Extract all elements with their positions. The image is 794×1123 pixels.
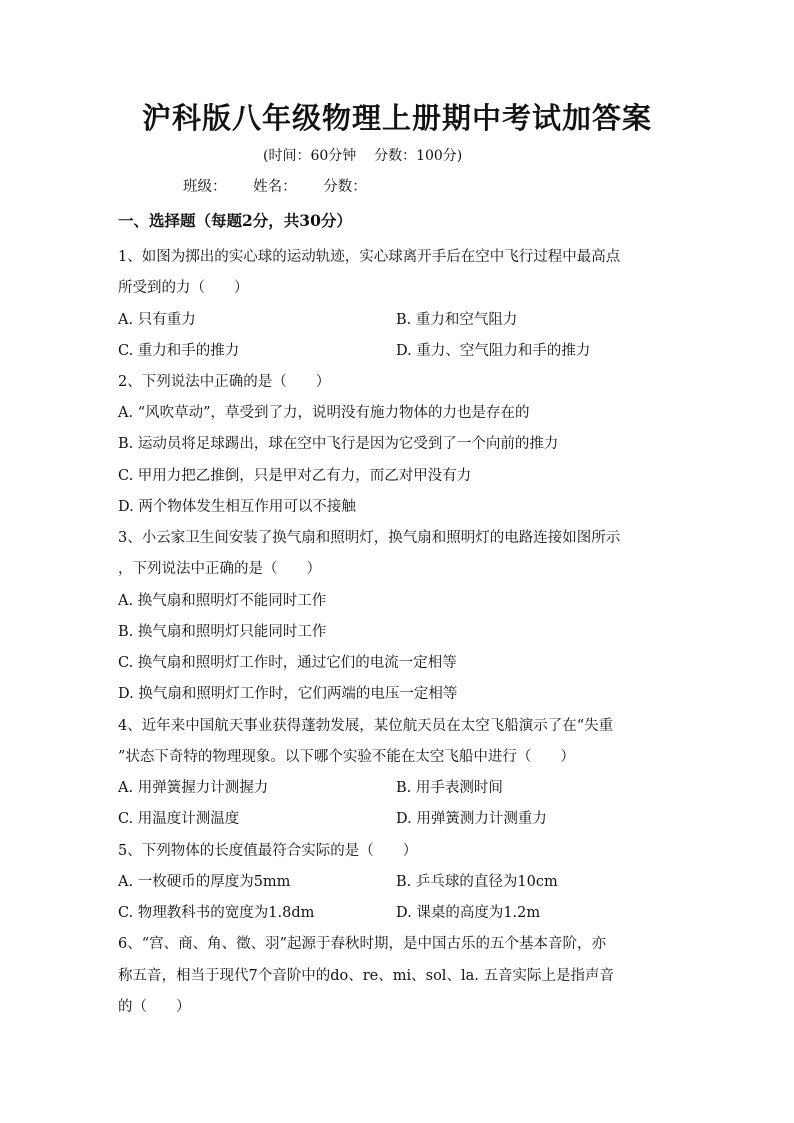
question-2-option-d: D. 两个物体发生相互作用可以不接触 — [118, 499, 356, 515]
question-5-option-d: D. 课桌的高度为1.2m — [396, 905, 541, 921]
question-1-option-c: C. 重力和手的推力 — [118, 343, 240, 359]
question-4-option-a: A. 用弹簧握力计测握力 — [118, 780, 269, 796]
question-4-option-d: D. 用弹簧测力计测重力 — [396, 811, 547, 827]
score-label: 分数： — [323, 179, 367, 195]
section-heading: 一、选择题（每题2分，共30分） — [118, 211, 352, 230]
question-3-option-d: D. 换气扇和照明灯工作时，它们两端的电压一定相等 — [118, 686, 458, 702]
student-info-row — [183, 175, 389, 196]
question-2-option-c: C. 甲用力把乙推倒，只是甲对乙有力，而乙对甲没有力 — [118, 468, 472, 484]
question-1-option-b: B. 重力和空气阻力 — [396, 312, 518, 328]
question-5-option-c: C. 物理教科书的宽度为1.8dm — [118, 905, 315, 921]
exam-time-and-score: (时间：60分钟 分数：100分) — [263, 148, 463, 164]
question-1-option-a: A. 只有重力 — [118, 312, 196, 328]
question-4-option-c: C. 用温度计测温度 — [118, 811, 240, 827]
name-label: 姓名： — [253, 179, 297, 195]
question-2-stem: 2、下列说法中正确的是（ ） — [118, 374, 331, 390]
question-4-stem-line-2: ”状态下奇特的物理现象。以下哪个实验不能在太空飞船中进行（ ） — [118, 749, 575, 765]
question-5-stem: 5、下列物体的长度值最符合实际的是（ ） — [118, 843, 418, 859]
class-label: 班级： — [183, 179, 227, 195]
question-3-stem-line-1: 3、小云家卫生间安装了换气扇和照明灯，换气扇和照明灯的电路连接如图所示 — [118, 530, 621, 546]
question-2-option-b: B. 运动员将足球踢出，球在空中飞行是因为它受到了一个向前的推力 — [118, 436, 559, 452]
question-3-option-c: C. 换气扇和照明灯工作时，通过它们的电流一定相等 — [118, 655, 457, 671]
question-5-option-a: A. 一枚硬币的厚度为5mm — [118, 874, 291, 890]
question-1-stem-line-1: 1、如图为掷出的实心球的运动轨迹，实心球离开手后在空中飞行过程中最高点 — [118, 249, 621, 265]
question-6-stem-line-2: 称五音，相当于现代7个音阶中的do、re、mi、sol、la. 五音实际上是指声音 — [118, 968, 614, 984]
question-4-stem-line-1: 4、近年来中国航天事业获得蓬勃发展，某位航天员在太空飞船演示了在“失重 — [118, 718, 614, 734]
question-1-option-d: D. 重力、空气阻力和手的推力 — [396, 343, 591, 359]
question-2-option-a: A. “风吹草动”，草受到了力，说明没有施力物体的力也是存在的 — [118, 405, 530, 421]
question-3-option-b: B. 换气扇和照明灯只能同时工作 — [118, 624, 327, 640]
question-3-stem-line-2: ，下列说法中正确的是（ ） — [118, 561, 321, 577]
page-title: 沪科版八年级物理上册期中考试加答案 — [141, 101, 652, 135]
question-3-option-a: A. 换气扇和照明灯不能同时工作 — [118, 593, 327, 609]
question-6-stem-line-3: 的（ ） — [118, 999, 191, 1015]
question-1-stem-line-2: 所受到的力（ ） — [118, 280, 249, 296]
question-5-option-b: B. 乒乓球的直径为10cm — [396, 874, 558, 890]
question-4-option-b: B. 用手表测时间 — [396, 780, 503, 796]
question-6-stem-line-1: 6、“宫、商、角、徵、羽”起源于春秋时期，是中国古乐的五个基本音阶，亦 — [118, 936, 607, 952]
